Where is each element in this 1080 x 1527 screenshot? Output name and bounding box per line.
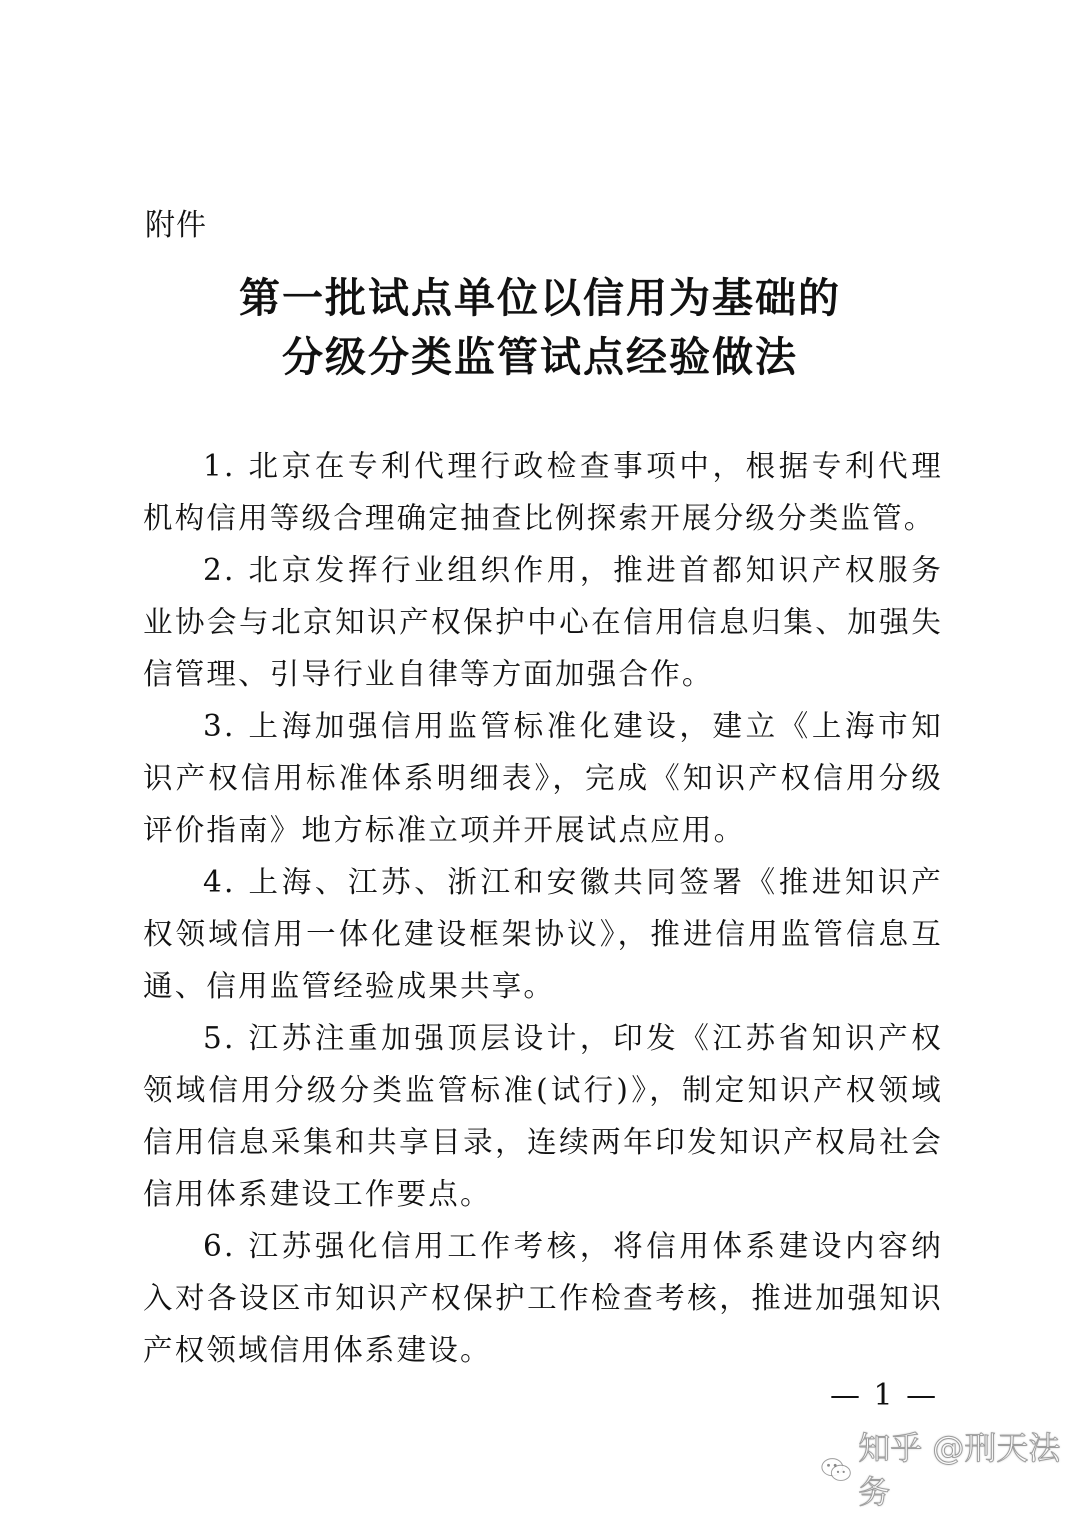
paragraph-4: 4. 上海、江苏、浙江和安徽共同签署《推进知识产权领域信用一体化建设框架协议》，推进信用监管信息互通、信用监管经验成果共享。 (143, 865, 943, 1003)
paragraph-2: 2. 北京发挥行业组织作用，推进首都知识产权服务业协会与北京知识产权保护中心在信用信息归集、加强失信管理、引导行业自律等方面加强合作。 (143, 553, 943, 691)
page-number: — 1 — (830, 1378, 939, 1413)
document-title-line-2: 分级分类监管试点经验做法 (282, 333, 798, 381)
watermark (820, 1426, 1080, 1514)
attachment-label: 附件 (145, 208, 207, 243)
paragraph-3: 3. 上海加强信用监管标准化建设，建立《上海市知识产权信用标准体系明细表》，完成《知识产权信用分级评价指南》地方标准立项并开展试点应用。 (143, 709, 943, 847)
paragraph-5: 5. 江苏注重加强顶层设计，印发《江苏省知识产权领域信用分级分类监管标准(试行)》，制定知识产权领域信用信息采集和共享目录，连续两年印发知识产权局社会信用体系建设工作要点。 (143, 1021, 943, 1211)
document-title-line-1: 第一批试点单位以信用为基础的 (239, 274, 841, 322)
paragraph-1: 1. 北京在专利代理行政检查事项中，根据专利代理机构信用等级合理确定抽查比例探索开展分级分类监管。 (143, 449, 943, 535)
wechat-icon (820, 1455, 852, 1485)
document-body (143, 440, 943, 1376)
watermark-text: 知乎 @刑天法务 (858, 1429, 1061, 1511)
paragraph-6: 6. 江苏强化信用工作考核，将信用体系建设内容纳入对各设区市知识产权保护工作检查考核，推进加强知识产权领域信用体系建设。 (143, 1229, 943, 1367)
